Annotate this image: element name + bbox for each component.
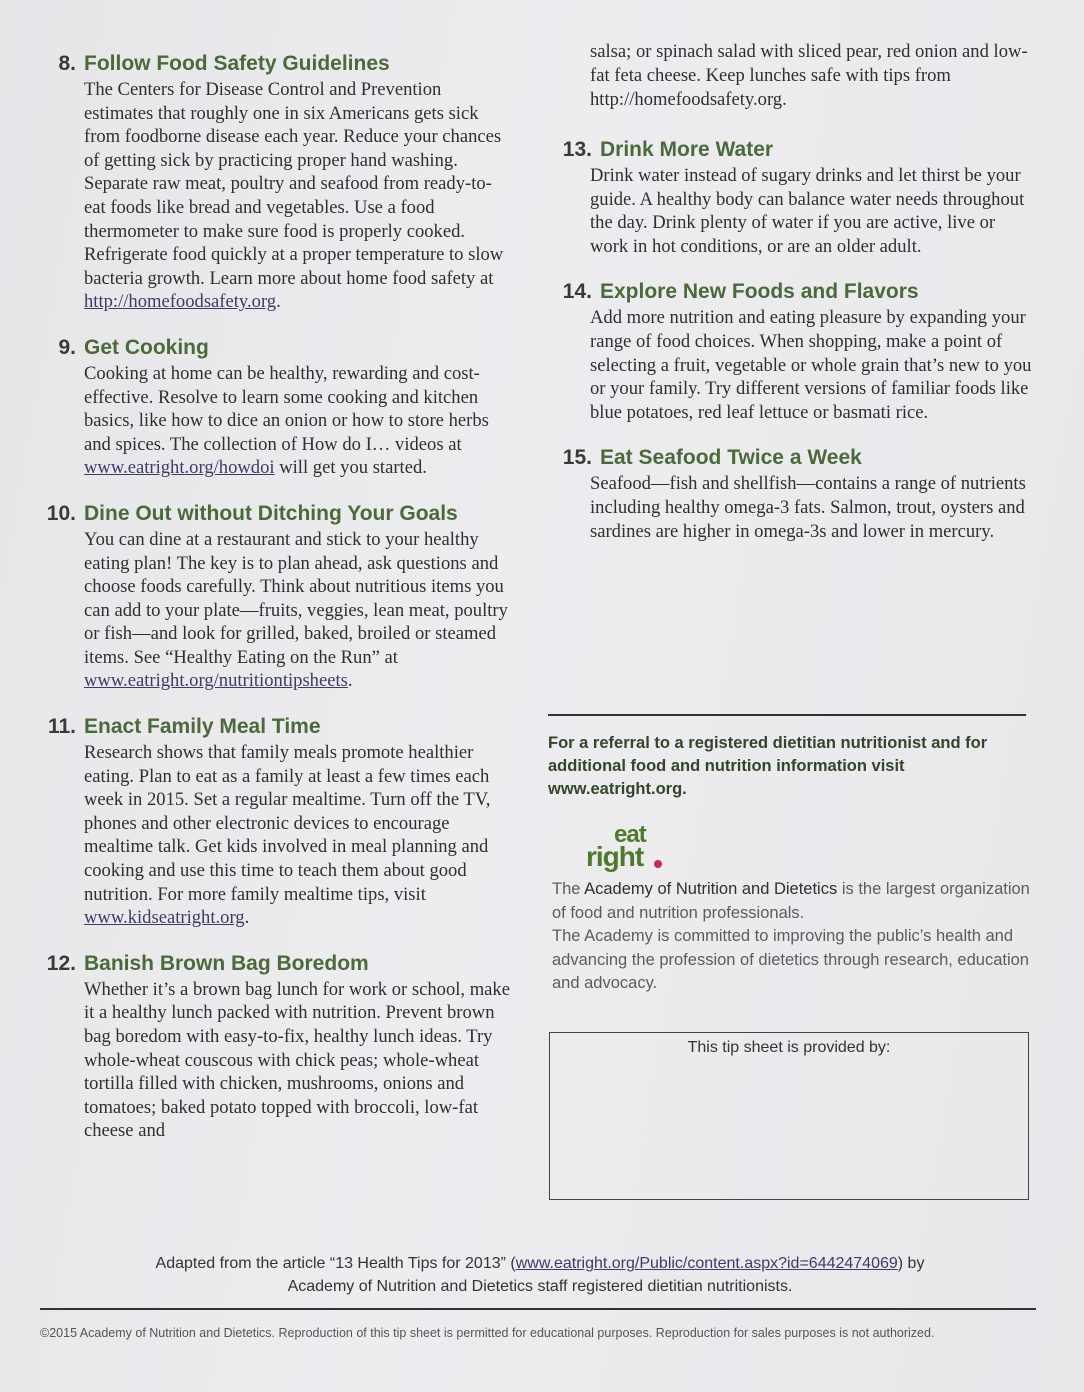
copyright-notice: ©2015 Academy of Nutrition and Dietetics. Reproduction of this tip sheet is permitted for educational purposes. Reproduction for sales purposes is not authorized. bbox=[40, 1326, 935, 1340]
tip-body: Seafood—fish and shellfish—contains a range of nutrients including healthy omega-3 fats. Salmon, trout, oysters and sardines are higher in omega-3s and lower in mercury. bbox=[590, 473, 1026, 542]
tip-item bbox=[30, 715, 510, 930]
tip-text: Cooking at home can be healthy, rewarding and cost-effective. Resolve to learn some cooking and kitchen basics, like how to dice an onion or how to store herbs and spices. The collection of How do I… videos at bbox=[84, 362, 489, 455]
tip-heading bbox=[30, 502, 510, 526]
tip-number: 12. bbox=[46, 951, 76, 975]
adapted-suffix: ) by bbox=[897, 1255, 925, 1272]
tip-item bbox=[546, 280, 1036, 424]
tip-heading bbox=[30, 715, 510, 739]
tip-number: 13. bbox=[562, 138, 592, 161]
tip-number: 15. bbox=[562, 446, 592, 470]
tip-body bbox=[30, 362, 510, 480]
tip-link[interactable]: www.eatright.org/nutritiontipsheets bbox=[84, 670, 348, 692]
tip-text-end: . bbox=[276, 291, 281, 313]
tip-text: The Centers for Disease Control and Prevention estimates that roughly one in six Americans gets sick from foodborne disease each year. Reduce your chances of getting sick by practicing proper hand washing. Separate raw meat, poultry and seafood from ready-to-eat foods like bread and vegetables. Use a food thermometer to make sure food is properly cooked. Refrigerate food quickly at a proper temperature to slow bacteria growth. Learn more about home food safety at bbox=[84, 79, 504, 289]
about-text-1: is the largest organization of food and nutrition professionals. bbox=[552, 880, 1030, 922]
article-link[interactable]: www.eatright.org/Public/content.aspx?id=6442474069 bbox=[515, 1255, 898, 1272]
tip-number: 8. bbox=[58, 52, 76, 75]
tip-number: 9. bbox=[58, 335, 76, 359]
tip-title: Enact Family Meal Time bbox=[84, 715, 321, 739]
tip-text: You can dine at a restaurant and stick to your healthy eating plan! The key is to plan ahead, ask questions and choose foods carefully. Think about nutritious items you can add to your plate—fruits, veggies, lean meat, poultry or fish—and look for grilled, baked, broiled or steamed items. See “Healthy Eating on the Run” at bbox=[84, 528, 508, 668]
tip-continuation bbox=[546, 40, 1036, 112]
provided-by-label: This tip sheet is provided by: bbox=[687, 1039, 891, 1056]
logo-eat-text: eat bbox=[614, 821, 646, 848]
about-prefix: The bbox=[552, 880, 585, 898]
tip-link[interactable]: www.eatright.org/howdoi bbox=[84, 457, 275, 479]
tip-number: 11. bbox=[47, 715, 76, 739]
tip-body bbox=[30, 978, 510, 1143]
tip-title: Explore New Foods and Flavors bbox=[600, 280, 919, 304]
tip-heading bbox=[30, 952, 510, 976]
tip-heading bbox=[30, 52, 510, 76]
tip-text: Research shows that family meals promote healthier eating. Plan to eat as a family at least a few times each week in 2015. Set a regular mealtime. Turn off the TV, phones and other electronic devices to encourage mealtime talk. Get kids involved in meal planning and cooking and use this time to teach them about good nutrition. For more family mealtime tips, visit bbox=[84, 742, 491, 905]
tip-heading bbox=[546, 280, 1036, 304]
tip-body bbox=[30, 78, 510, 314]
tip-link[interactable]: http://homefoodsafety.org bbox=[84, 291, 277, 313]
left-column bbox=[30, 52, 510, 1165]
tip-item bbox=[30, 952, 510, 1143]
tip-item bbox=[30, 502, 510, 693]
continuation-text: salsa; or spinach salad with sliced pear, red onion and low-fat feta cheese. Keep lunches safe with tips from bbox=[590, 41, 1028, 86]
tip-link[interactable]: http://homefoodsafety.org bbox=[590, 89, 783, 110]
logo-dot-icon bbox=[654, 860, 662, 868]
tip-body bbox=[30, 528, 510, 693]
tip-text: Whether it’s a brown bag lunch for work or school, make it a healthy lunch packed with nutrition. Prevent brown bag boredom with easy-to-fix, healthy lunch ideas. Try whole-wheat couscous with chick peas; whole-wheat tortilla filled with chicken, mushrooms, onions and tomatoes; baked potato topped with broccoli, low-fat cheese and bbox=[84, 978, 510, 1142]
adapted-line-2: Academy of Nutrition and Dietetics staff registered dietitian nutritionists. bbox=[287, 1278, 793, 1295]
tip-body: Drink water instead of sugary drinks and let thirst be your guide. A healthy body can balance water needs throughout the day. Drink plenty of water if you are active, live or work in hot conditions, or are an older adult. bbox=[590, 165, 1025, 257]
tip-item bbox=[546, 138, 1036, 258]
referral-text: For a referral to a registered dietitian nutritionist and for additional food and nutrition information visit www.eatright.org. bbox=[548, 734, 988, 798]
tip-text-end: will get you started. bbox=[274, 457, 427, 479]
tip-item bbox=[30, 336, 510, 480]
tip-item bbox=[546, 446, 1036, 543]
tip-title: Drink More Water bbox=[600, 138, 774, 161]
tip-number: 10. bbox=[46, 501, 76, 525]
logo-right-text: right bbox=[586, 841, 644, 872]
divider bbox=[548, 714, 1026, 716]
provided-by-box bbox=[549, 1032, 1029, 1200]
academy-description bbox=[552, 878, 1032, 996]
tip-text-end: . bbox=[244, 907, 250, 929]
academy-name: Academy of Nutrition and Dietetics bbox=[584, 880, 838, 898]
tip-title: Follow Food Safety Guidelines bbox=[84, 52, 390, 75]
tip-link[interactable]: www.kidseatright.org bbox=[84, 907, 245, 929]
right-column bbox=[546, 40, 1036, 565]
tip-heading bbox=[30, 336, 510, 360]
adapted-prefix: Adapted from the article “13 Health Tips for 2013” ( bbox=[155, 1255, 516, 1272]
tip-heading bbox=[546, 138, 1036, 162]
tip-number: 14. bbox=[562, 280, 592, 304]
footer-divider bbox=[40, 1308, 1036, 1310]
adapted-note bbox=[40, 1252, 1040, 1298]
tip-title: Get Cooking bbox=[84, 335, 209, 359]
about-text-2: The Academy is committed to improving the public’s health and advancing the profession of dietetics through research, education and advocacy. bbox=[552, 927, 1029, 992]
tip-text-end: . bbox=[347, 670, 353, 692]
tip-item bbox=[30, 52, 510, 314]
tip-body: Add more nutrition and eating pleasure by expanding your range of food choices. When shopping, make a point of selecting a fruit, vegetable or whole grain that’s new to you or your family. Try different versions of familiar foods like blue potatoes, red leaf lettuce or basmati rice. bbox=[590, 307, 1032, 423]
continuation-end: . bbox=[782, 89, 787, 110]
tip-title: Banish Brown Bag Boredom bbox=[84, 951, 369, 975]
tip-heading bbox=[546, 446, 1036, 470]
tip-title: Eat Seafood Twice a Week bbox=[600, 446, 862, 470]
eatright-logo bbox=[584, 821, 674, 874]
tip-body bbox=[30, 741, 510, 930]
tip-title: Dine Out without Ditching Your Goals bbox=[84, 501, 458, 525]
